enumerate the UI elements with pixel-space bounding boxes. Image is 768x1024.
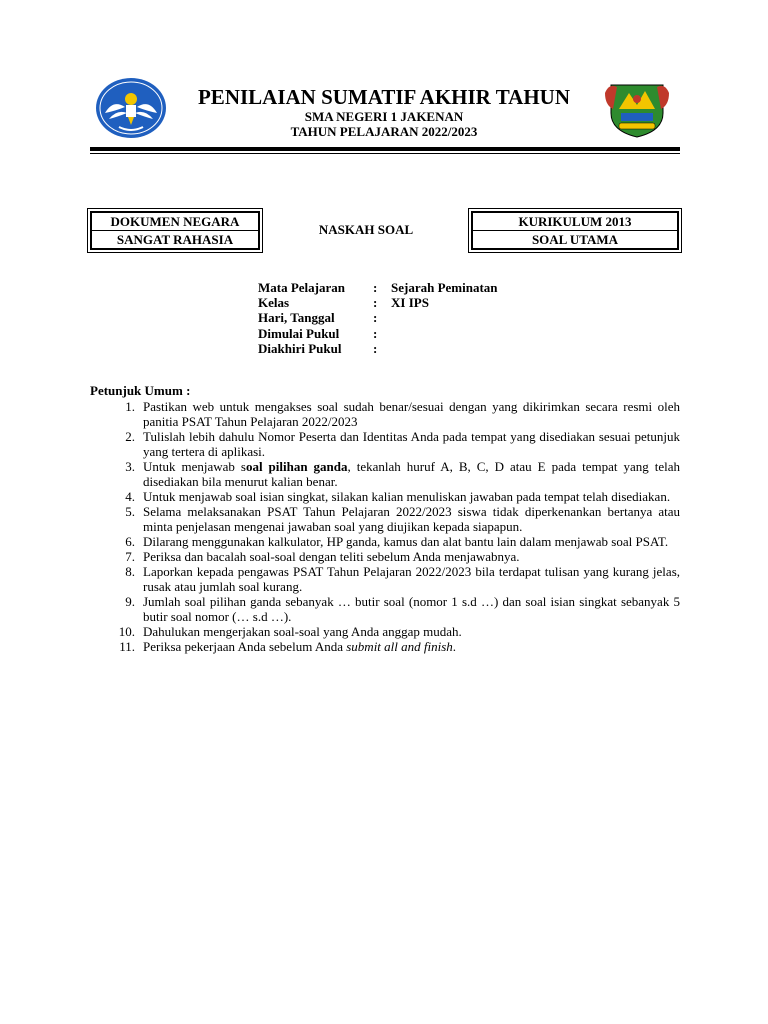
- instructions-list: [100, 399, 680, 654]
- curriculum-box: [468, 208, 682, 253]
- item-number: 1.: [125, 399, 135, 414]
- info-colon: :: [373, 280, 378, 295]
- academic-year: TAHUN PELAJARAN 2022/2023: [290, 124, 478, 139]
- curriculum-line-1: KURIKULUM 2013: [518, 213, 632, 229]
- item-text-pre: Periksa pekerjaan Anda sebelum Anda: [143, 639, 347, 654]
- item-number: 2.: [125, 429, 135, 444]
- list-item: [100, 594, 680, 624]
- page-title: PENILAIAN SUMATIF AKHIR TAHUN: [197, 85, 570, 109]
- list-item: [100, 534, 680, 549]
- item-number: 10.: [118, 624, 135, 639]
- item-text-pre: Untuk menjawab s: [143, 459, 246, 474]
- item-text-italic: submit all and finish: [346, 639, 453, 654]
- tut-wuri-handayani-emblem-icon: [95, 77, 167, 139]
- list-item: [100, 549, 680, 564]
- header-divider-thin: [90, 153, 680, 154]
- info-colon: :: [373, 295, 378, 311]
- item-text: Pastikan web untuk mengakses soal sudah benar/sesuai dengan yang dikirimkan secara resmi oleh panitia PSAT Tahun Pelajaran 2022/2023: [143, 399, 680, 429]
- info-value: Sejarah Peminatan: [391, 280, 498, 295]
- info-row: [258, 280, 498, 295]
- item-text: Dilarang menggunakan kalkulator, HP ganda, kamus dan alat bantu lain dalam menjawab soal PSAT.: [143, 534, 669, 549]
- info-row: [258, 310, 498, 325]
- info-label: Mata Pelajaran: [258, 280, 346, 295]
- info-row: [258, 295, 498, 310]
- item-number: 6.: [125, 534, 135, 549]
- item-text: Laporkan kepada pengawas PSAT Tahun Pelajaran 2022/2023 bila terdapat tulisan yang kurang jelas, rusak atau jumlah soal kurang.: [143, 564, 680, 594]
- info-row: [258, 326, 498, 341]
- item-number: 7.: [125, 549, 135, 564]
- info-colon: :: [373, 340, 378, 356]
- header-divider-thick: [90, 147, 680, 151]
- info-label: Dimulai Pukul: [258, 325, 340, 341]
- item-text: Selama melaksanakan PSAT Tahun Pelajaran 2022/2023 siswa tidak diperkenankan bertanya atau minta penjelasan mengenai jawaban soal yang diujikan kepada siapapun.: [143, 504, 680, 534]
- list-item: [100, 399, 680, 429]
- item-text: Untuk menjawab soal isian singkat, silakan kalian menuliskan jawaban pada tempat telah disediakan.: [143, 489, 671, 504]
- item-text-post: .: [452, 639, 457, 654]
- list-item: [100, 489, 680, 504]
- item-text-bold: oal pilihan ganda: [245, 459, 348, 474]
- regional-coat-of-arms-icon: [603, 79, 671, 139]
- item-number: 3.: [125, 459, 135, 474]
- info-colon: :: [373, 310, 378, 326]
- list-item: [100, 564, 680, 594]
- item-text: Jumlah soal pilihan ganda sebanyak … butir soal (nomor 1 s.d …) dan soal isian singkat sebanyak 5 butir soal nomor (… s.d …).: [143, 594, 680, 624]
- list-item: [100, 639, 680, 654]
- item-number: 8.: [125, 564, 135, 579]
- item-text: [143, 639, 680, 654]
- list-item: [100, 459, 680, 489]
- document-type-label: NASKAH SOAL: [318, 222, 414, 237]
- curriculum-line-2: SOAL UTAMA: [473, 230, 677, 248]
- classification-line-2: SANGAT RAHASIA: [92, 230, 258, 248]
- info-label: Diakhiri Pukul: [258, 340, 342, 356]
- item-number: 5.: [125, 504, 135, 519]
- item-text-post: , tekanlah huruf A, B, C, D atau E pada tempat yang telah disediakan bila menurut kalian benar.: [143, 459, 680, 489]
- list-item: [100, 504, 680, 534]
- info-label: Kelas: [258, 295, 290, 311]
- item-text: Dahulukan mengerjakan soal-soal yang Anda anggap mudah.: [143, 624, 462, 639]
- classification-line-1: DOKUMEN NEGARA: [110, 213, 240, 229]
- item-text: [143, 459, 680, 489]
- item-text: Periksa dan bacalah soal-soal dengan teliti sebelum Anda menjawabnya.: [143, 549, 520, 564]
- instructions-title: Petunjuk Umum :: [90, 383, 191, 398]
- exam-info: [258, 280, 498, 356]
- school-name: SMA NEGERI 1 JAKENAN: [304, 109, 464, 124]
- list-item: [100, 624, 680, 639]
- item-number: 4.: [125, 489, 135, 504]
- info-value: XI IPS: [391, 295, 429, 311]
- classification-box: [87, 208, 263, 253]
- item-number: 11.: [119, 639, 135, 654]
- item-text: Tulislah lebih dahulu Nomor Peserta dan Identitas Anda pada tempat yang disediakan sesuai petunjuk yang tertera di aplikasi.: [143, 429, 680, 459]
- info-colon: :: [373, 325, 378, 341]
- info-label: Hari, Tanggal: [258, 310, 335, 326]
- list-item: [100, 429, 680, 459]
- info-row: [258, 341, 498, 356]
- item-number: 9.: [125, 594, 135, 609]
